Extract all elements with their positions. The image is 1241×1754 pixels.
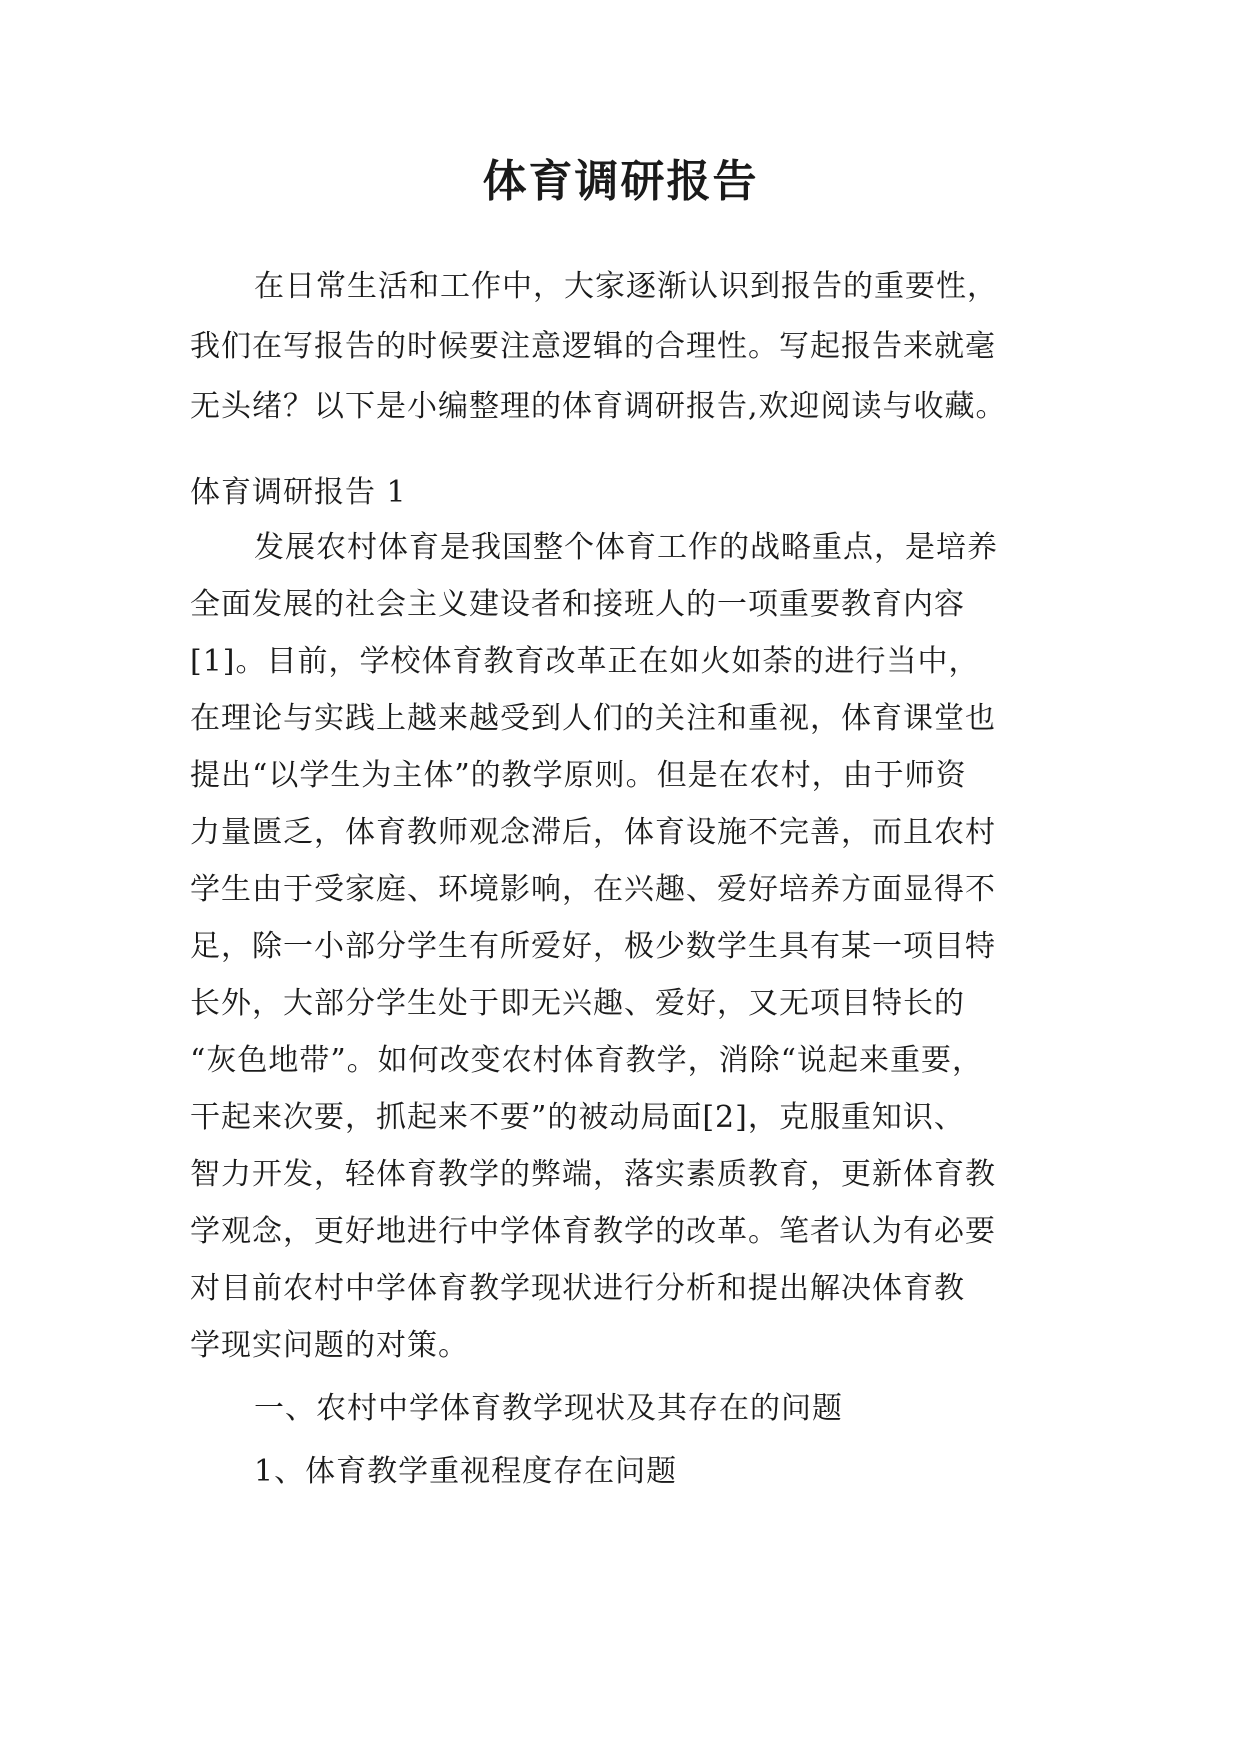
- body-line: 提出“以学生为主体”的教学原则。但是在农村，由于师资: [190, 758, 967, 793]
- body-line: 干起来次要，抓起来不要”的被动局面[2]，克服重知识、: [190, 1100, 965, 1135]
- body-line: 对目前农村中学体育教学现状进行分析和提出解决体育教: [190, 1271, 965, 1306]
- section-heading: 体育调研报告 1: [190, 475, 407, 510]
- body-line: 力量匮乏，体育教师观念滞后，体育设施不完善，而且农村: [190, 815, 996, 850]
- subheading: 一、农村中学体育教学现状及其存在的问题: [254, 1391, 843, 1426]
- body-line: 在理论与实践上越来越受到人们的关注和重视，体育课堂也: [190, 701, 996, 736]
- intro-line: 在日常生活和工作中，大家逐渐认识到报告的重要性，: [254, 269, 998, 304]
- body-line: 学生由于受家庭、环境影响，在兴趣、爱好培养方面显得不: [190, 872, 996, 907]
- body-line: 学现实问题的对策。: [190, 1328, 469, 1363]
- body-line: “灰色地带”。如何改变农村体育教学，消除“说起来重要，: [190, 1043, 984, 1078]
- subheading: 1、体育教学重视程度存在问题: [254, 1454, 678, 1489]
- body-line: 全面发展的社会主义建设者和接班人的一项重要教育内容: [190, 587, 965, 622]
- body-line: 长外，大部分学生处于即无兴趣、爱好，又无项目特长的: [190, 986, 965, 1021]
- body-line: 学观念，更好地进行中学体育教学的改革。笔者认为有必要: [190, 1214, 996, 1249]
- intro-line: 我们在写报告的时候要注意逻辑的合理性。写起报告来就毫: [190, 329, 996, 364]
- body-line: 智力开发，轻体育教学的弊端，落实素质教育，更新体育教: [190, 1157, 996, 1192]
- intro-line: 无头绪？以下是小编整理的体育调研报告,欢迎阅读与收藏。: [190, 389, 1007, 424]
- page-title: 体育调研报告: [482, 156, 759, 207]
- body-line: 足，除一小部分学生有所爱好，极少数学生具有某一项目特: [190, 929, 996, 964]
- body-line: 发展农村体育是我国整个体育工作的战略重点，是培养: [254, 530, 998, 565]
- body-line: [1]。目前，学校体育教育改革正在如火如荼的进行当中，: [190, 644, 980, 679]
